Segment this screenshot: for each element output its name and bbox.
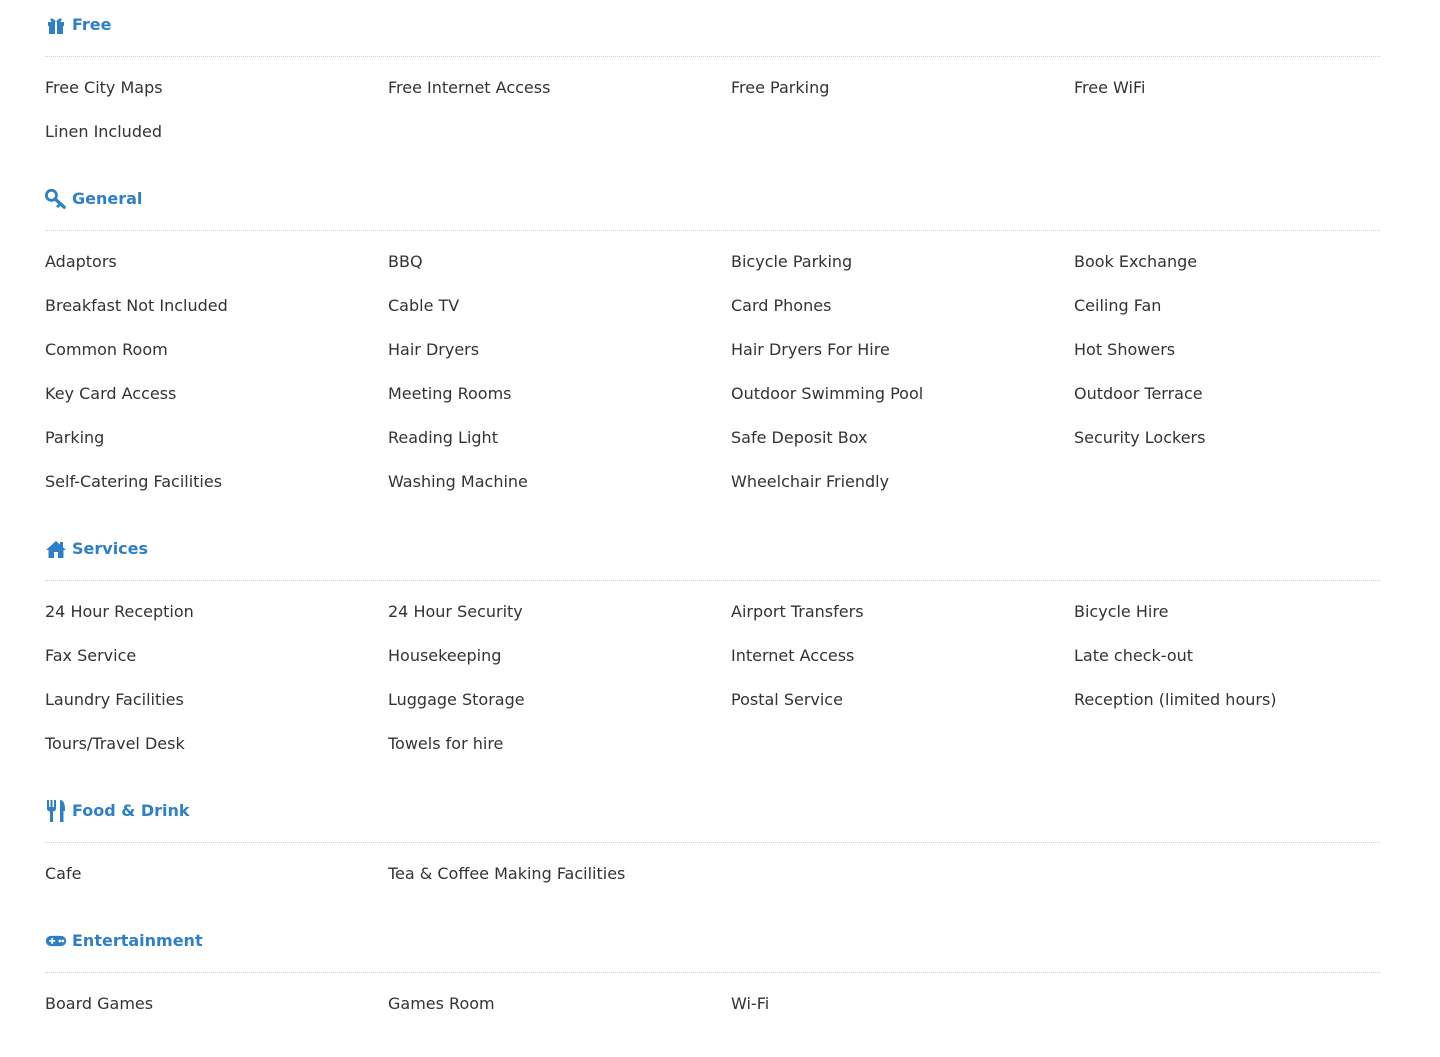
list-item: Washing Machine xyxy=(388,472,528,491)
list-item: Ceiling Fan xyxy=(1074,296,1162,315)
list-item: Card Phones xyxy=(731,296,832,315)
section-food-drink xyxy=(45,797,1380,927)
section-items-services xyxy=(45,581,1380,797)
home-icon xyxy=(45,538,67,560)
section-header-services xyxy=(45,535,1380,581)
list-item: Common Room xyxy=(45,340,168,359)
section-header-entertainment xyxy=(45,927,1380,973)
list-item: Board Games xyxy=(45,994,154,1013)
list-item: Bicycle Parking xyxy=(731,252,853,271)
list-item: Parking xyxy=(45,428,105,447)
section-items-free xyxy=(45,57,1380,185)
list-item: Luggage Storage xyxy=(388,690,525,709)
list-item: 24 Hour Security xyxy=(388,602,523,621)
list-item: Cable TV xyxy=(388,296,460,315)
section-general xyxy=(45,185,1380,535)
list-item: Postal Service xyxy=(731,690,843,709)
section-title-entertainment: Entertainment xyxy=(72,931,203,950)
section-items-entertainment xyxy=(45,973,1380,1057)
list-item: Reception (limited hours) xyxy=(1074,690,1277,709)
section-header-general xyxy=(45,185,1380,231)
list-item: Free Internet Access xyxy=(388,78,551,97)
list-item: Wi-Fi xyxy=(731,994,770,1013)
list-item: Fax Service xyxy=(45,646,137,665)
list-item: Airport Transfers xyxy=(731,602,864,621)
list-item: Free City Maps xyxy=(45,78,163,97)
list-item: Free Parking xyxy=(731,78,830,97)
list-item: Outdoor Swimming Pool xyxy=(731,384,924,403)
gift-icon xyxy=(45,14,67,36)
list-item: Late check-out xyxy=(1074,646,1194,665)
list-item: Tea & Coffee Making Facilities xyxy=(388,864,626,883)
section-services xyxy=(45,535,1380,797)
list-item: 24 Hour Reception xyxy=(45,602,194,621)
section-title-food-drink: Food & Drink xyxy=(72,801,190,820)
list-item: Adaptors xyxy=(45,252,117,271)
list-item: BBQ xyxy=(388,252,423,271)
section-title-general: General xyxy=(72,189,143,208)
list-item: Hot Showers xyxy=(1074,340,1176,359)
list-item: Outdoor Terrace xyxy=(1074,384,1203,403)
list-item: Book Exchange xyxy=(1074,252,1198,271)
list-item: Free WiFi xyxy=(1074,78,1146,97)
utensils-icon xyxy=(45,800,67,822)
list-item: Security Lockers xyxy=(1074,428,1206,447)
section-items-general xyxy=(45,231,1380,535)
key-icon xyxy=(45,188,67,210)
section-items-food-drink xyxy=(45,843,1380,927)
list-item: Tours/Travel Desk xyxy=(45,734,185,753)
list-item: Hair Dryers For Hire xyxy=(731,340,890,359)
section-free xyxy=(45,11,1380,185)
list-item: Self-Catering Facilities xyxy=(45,472,223,491)
list-item: Breakfast Not Included xyxy=(45,296,228,315)
list-item: Towels for hire xyxy=(388,734,504,753)
list-item: Games Room xyxy=(388,994,495,1013)
list-item: Internet Access xyxy=(731,646,855,665)
section-header-food-drink xyxy=(45,797,1380,843)
list-item: Housekeeping xyxy=(388,646,502,665)
section-title-services: Services xyxy=(72,539,149,558)
list-item: Key Card Access xyxy=(45,384,177,403)
list-item: Cafe xyxy=(45,864,82,883)
list-item: Laundry Facilities xyxy=(45,690,184,709)
list-item: Hair Dryers xyxy=(388,340,480,359)
section-entertainment xyxy=(45,927,1380,1057)
list-item: Bicycle Hire xyxy=(1074,602,1169,621)
section-title-free: Free xyxy=(72,15,112,34)
list-item: Meeting Rooms xyxy=(388,384,512,403)
list-item: Reading Light xyxy=(388,428,498,447)
list-item: Linen Included xyxy=(45,122,162,141)
list-item: Safe Deposit Box xyxy=(731,428,868,447)
section-header-free xyxy=(45,11,1380,57)
facilities-list xyxy=(45,0,1380,1057)
gamepad-icon xyxy=(45,930,67,952)
list-item: Wheelchair Friendly xyxy=(731,472,890,491)
